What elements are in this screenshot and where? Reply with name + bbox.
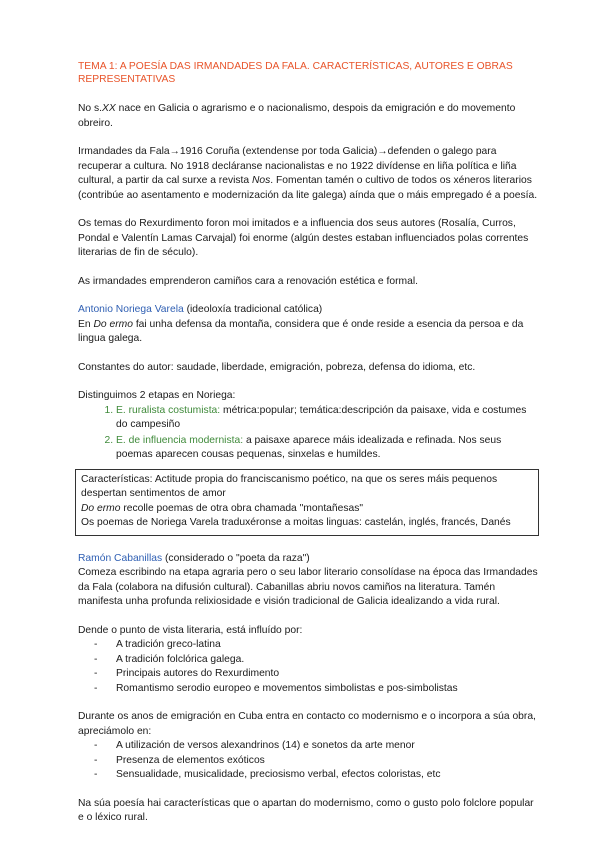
box-line: Os poemas de Noriega Varela traduxéronse a moitas linguas: castelán, inglés, francés, Danés (81, 517, 511, 528)
list-item (116, 434, 538, 463)
noriega-line-post: fai unha defensa da montaña, considera que é onde reside a esencia da persoa e da lingua galega. (78, 318, 524, 344)
page-title: TEMA 1: A POESÍA DAS IRMANDADES DA FALA. CARACTERÍSTICAS, AUTORES E OBRAS REPRESENTATIVAS (78, 61, 513, 85)
intro-paragraph (78, 102, 538, 131)
cabanillas-desc: (considerado o "poeta da raza") (162, 552, 310, 564)
dash-bullet: - (94, 682, 98, 694)
dash-bullet: - (94, 639, 98, 650)
camino-paragraph: As irmandades emprenderon camiños cara a renovación estética e formal. (78, 275, 418, 287)
box-work: Do ermo (81, 502, 121, 514)
nos-magazine: Nos (251, 175, 271, 186)
etapas-intro: Distinguimos 2 etapas en Noriega: (78, 390, 236, 401)
list-item (78, 667, 538, 682)
etapa-label: E. de influencia modernista: (116, 434, 244, 446)
list-item-text: Principais autores do Rexurdimento (116, 668, 280, 679)
etapa-label: E. ruralista costumista: (116, 404, 221, 416)
etapas-list (78, 404, 538, 463)
document-body (78, 60, 538, 840)
cuba-intro: Durante os anos de emigración en Cuba entra en contacto co modernismo e o incorpora a súa obra, apreciámolo en: (78, 711, 536, 737)
caracteristicas-box (75, 469, 539, 536)
cabanillas-paragraph: Comeza escribindo na etapa agraria pero o seu labor literario consolídase na época das Irmandades da Fala (colabora na difusión cultural). Cabanillas abriu novos camiños na literatura. Tamén manifesta unha profunda relixiosidade e visión tradicional de Galicia idealizando a vida rural. (78, 567, 538, 607)
influido-intro: Dende o punto de vista literaria, está influído por: (78, 624, 303, 636)
list-item-text: Romantismo serodio europeo e movementos simbolistas e pos-simbolistas (116, 682, 458, 694)
box-line: Características: Actitude propia do franciscanismo poético, na que os seres máis pequenos despertan sentimentos de amor (81, 473, 498, 499)
dash-bullet: - (94, 740, 98, 751)
influido-list (78, 638, 538, 696)
cabanillas-heading (78, 552, 538, 567)
intro-century: XX (102, 103, 116, 114)
noriega-name: Antonio Noriega Varela (78, 304, 184, 315)
irmandades-post: . Fomentan tamén o cultivo de todos os xéneros literarios (contribúe ao asentamento e modernización da lite galega) aínda que o máis empregado é a poesía. (78, 175, 538, 201)
list-item (78, 653, 538, 668)
dash-bullet: - (94, 668, 98, 679)
dash-bullet: - (94, 754, 98, 766)
list-item (78, 638, 538, 653)
cabanillas-name: Ramón Cabanillas (78, 552, 163, 564)
dash-bullet: - (94, 653, 98, 665)
noriega-work: Do ermo (93, 318, 133, 330)
list-item-text: Sensualidade, musicalidade, preciosismo verbal, efectos coloristas, etc (116, 769, 441, 780)
irmandades-paragraph (78, 145, 538, 203)
box-line (81, 502, 533, 517)
dash-bullet: - (94, 769, 98, 780)
noriega-line-pre: En (78, 318, 94, 330)
constantes-paragraph: Constantes do autor: saudade, liberdade, emigración, pobreza, defensa do idioma, etc. (78, 361, 476, 373)
noriega-desc: (ideoloxía tradicional católica) (183, 304, 323, 315)
cuba-list (78, 739, 538, 783)
box-line-post: recolle poemas de otra obra chamada "montañesas" (120, 502, 364, 514)
list-item-text: A utilización de versos alexandrinos (14) e sonetos da arte menor (116, 740, 415, 751)
list-item-text: A tradición greco-latina (116, 639, 221, 650)
intro-post: nace en Galicia o agrarismo e o nacionalismo, despois da emigración e do movemento obreiro. (78, 103, 516, 129)
noriega-paragraph (78, 318, 538, 347)
irmandades-pre: Irmandades da Fala→1916 Coruña (extendense por toda Galicia)→defenden o galego para recuperar a cultura. No 1918 decláranse nacionalistas e no 1922 divídense en liña política e liña cultural, a partir da cal surxe a revista (78, 146, 517, 186)
list-item-text: Presenza de elementos exóticos (116, 754, 265, 766)
list-item (78, 754, 538, 769)
intro-pre: No s. (78, 103, 103, 114)
list-item (78, 682, 538, 697)
temas-paragraph: Os temas do Rexurdimento foron moi imitados e a influencia dos seus autores (Rosalía, Curros, Pondal e Valentín Lamas Carvajal) foi enorme (algún destes estaban influenciados polas correntes literarias de fin de século). (78, 218, 529, 258)
noriega-heading (78, 303, 538, 318)
final-paragraph: Na súa poesía hai características que o apartan do modernismo, como o gusto polo folclore popular e o léxico rural. (78, 797, 534, 823)
etapa-text: a paisaxe aparece máis idealizada e refinada. Nos seus poemas aparecen cousas pequenas, sinxelas e humildes. (116, 434, 502, 460)
list-item (116, 404, 538, 433)
list-item-text: A tradición folclórica galega. (116, 653, 245, 665)
list-item (78, 768, 538, 783)
list-item (78, 739, 538, 754)
etapa-text: métrica:popular; temática:descripción da paisaxe, vida e costumes do campesiño (116, 404, 527, 430)
